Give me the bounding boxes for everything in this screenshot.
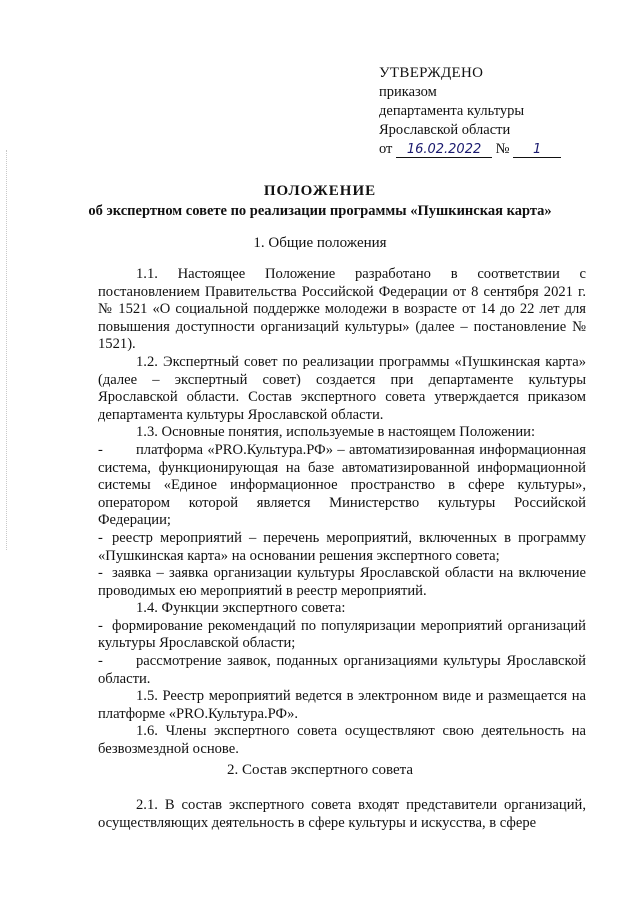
handwritten-number: 1 bbox=[513, 142, 561, 158]
definition-application-text: заявка – заявка организации культуры Ярославской области на включение проводимых ею мероприятий в реестр мероприятий. bbox=[98, 565, 586, 599]
definition-platform-text: платформа «PRO.Культура.РФ» – автоматизированная информационная система, функционирующая на базе автоматизированной информационной системы «Единое информационное пространство в сфере культуры», оператором которой является Министерство культуры Российской Федерации; bbox=[98, 441, 586, 529]
definition-application bbox=[98, 565, 586, 600]
approval-date-line bbox=[379, 140, 561, 159]
section-2-heading: 2. Состав экспертного совета bbox=[226, 762, 414, 778]
section-1-heading: 1. Общие положения bbox=[253, 235, 387, 251]
paragraph-1-1: 1.1. Настоящее Положение разработано в соответствии с постановлением Правительства Российской Федерации от 8 сентября 2021 г. № 1521 «О социальной поддержке молодежи в возрасте от 14 до 22 лет для повышения доступности организаций культуры» (далее – постановление № 1521). bbox=[98, 266, 586, 353]
paragraph-1-6: 1.6. Члены экспертного совета осуществляют свою деятельность на безвозмездной основе. bbox=[98, 723, 586, 758]
list-dash: - bbox=[98, 565, 103, 582]
document-title-block bbox=[0, 183, 640, 220]
approval-line-region: Ярославской области bbox=[379, 122, 511, 138]
list-dash: - bbox=[98, 617, 103, 634]
function-recommendations-text: формирование рекомендаций по популяризации мероприятий организаций культуры Ярославской области; bbox=[98, 617, 586, 652]
definition-platform bbox=[98, 442, 586, 530]
document-title: ПОЛОЖЕНИЕ bbox=[263, 183, 377, 199]
function-review bbox=[98, 653, 586, 688]
date-prefix: от bbox=[379, 141, 393, 157]
approval-heading: УТВЕРЖДЕНО bbox=[379, 65, 484, 81]
approval-line-order: приказом bbox=[379, 84, 437, 100]
paragraph-1-3: 1.3. Основные понятия, используемые в настоящем Положении: bbox=[136, 424, 535, 441]
section-1-body bbox=[98, 266, 586, 759]
paragraph-1-4: 1.4. Функции экспертного совета: bbox=[136, 600, 346, 617]
definition-registry bbox=[98, 530, 586, 565]
handwritten-date: 16.02.2022 bbox=[396, 142, 492, 158]
function-review-text: рассмотрение заявок, поданных организациями культуры Ярославской области. bbox=[98, 653, 586, 687]
paragraph-1-5: 1.5. Реестр мероприятий ведется в электронном виде и размещается на платформе «PRO.Культура.РФ». bbox=[98, 688, 586, 722]
approval-line-department: департамента культуры bbox=[379, 103, 525, 119]
paragraph-1-2: 1.2. Экспертный совет по реализации программы «Пушкинская карта» (далее – экспертный совет) создается при департаменте культуры Ярославской области. Состав экспертного совета утверждается приказом департамента культуры Ярославской области. bbox=[98, 353, 586, 423]
paragraph-2-1: 2.1. В состав экспертного совета входят представители организаций, осуществляющих деятельность в сфере культуры и искусства, в сфере bbox=[98, 797, 586, 831]
approval-block bbox=[379, 64, 561, 159]
section-2-body bbox=[98, 797, 586, 832]
list-dash: - bbox=[98, 441, 103, 458]
document-subtitle: об экспертном совете по реализации программы «Пушкинская карта» bbox=[88, 203, 552, 219]
function-recommendations bbox=[98, 618, 586, 653]
list-dash: - bbox=[98, 653, 103, 670]
list-dash: - bbox=[98, 529, 103, 546]
definition-registry-text: реестр мероприятий – перечень мероприятий, включенных в программу «Пушкинская карта» на основании решения экспертного совета; bbox=[98, 529, 586, 564]
number-prefix: № bbox=[495, 141, 510, 157]
